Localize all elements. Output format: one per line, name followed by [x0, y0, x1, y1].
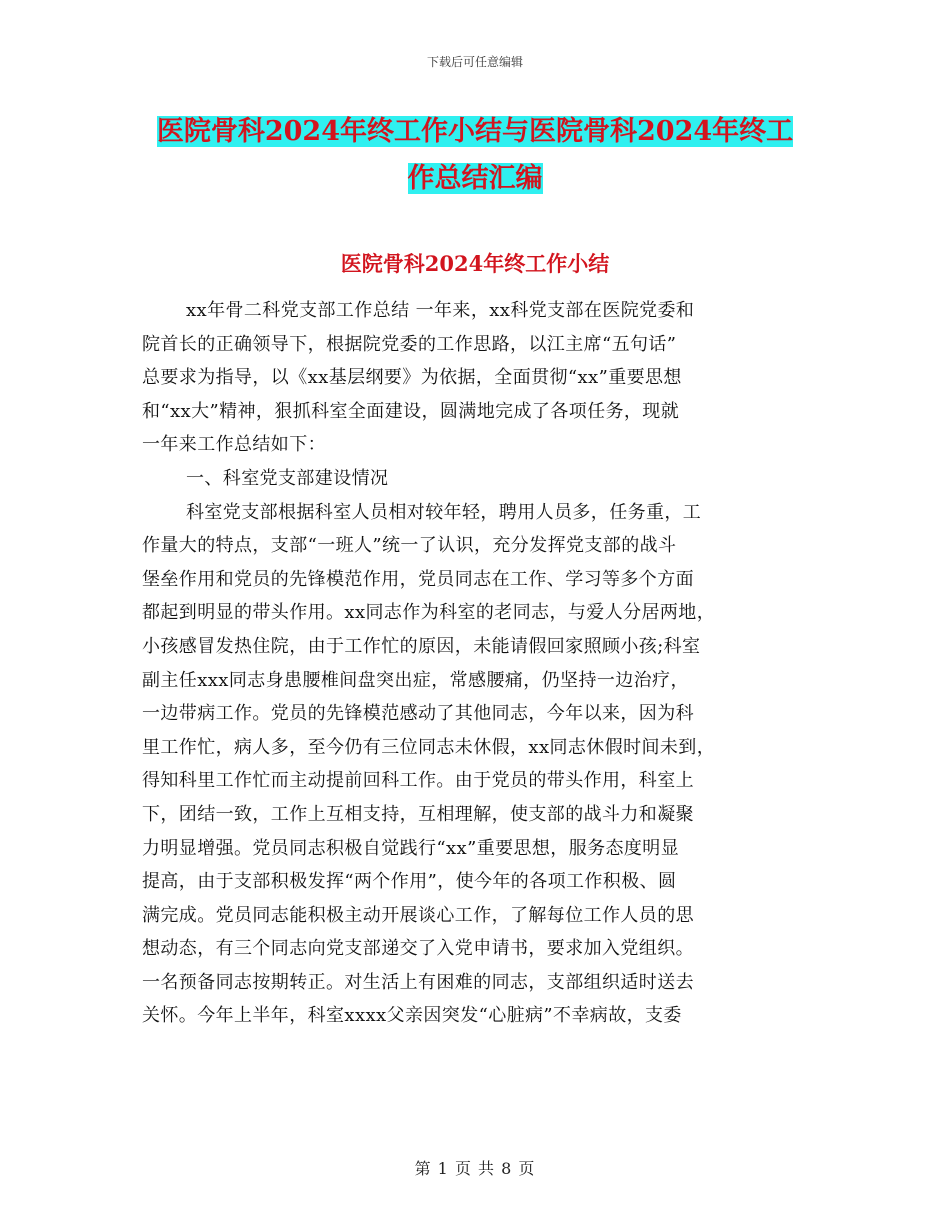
- body-line: xx年骨二科党支部工作总结 一年来，xx科党支部在医院党委和: [186, 300, 695, 321]
- body-line: 作量大的特点，支部“一班人”统一了认识，充分发挥党支部的战斗: [142, 535, 677, 557]
- body-line: 一名预备同志按期转正。对生活上有困难的同志，支部组织适时送去: [142, 971, 694, 993]
- body-line: 提高，由于支部积极发挥“两个作用”，使今年的各项工作积极、圆: [142, 871, 677, 893]
- body-line: 想动态，有三个同志向党支部递交了入党申请书，要求加入党组织。: [142, 938, 694, 960]
- body-line: 和“xx大”精神，狠抓科室全面建设，圆满地完成了各项任务，现就: [142, 400, 680, 422]
- body-line: 都起到明显的带头作用。xx同志作为科室的老同志，与爱人分居两地，: [142, 602, 716, 624]
- document-title-line-1: 医院骨科2024年终工作小结与医院骨科2024年终工: [156, 116, 794, 147]
- subheading: 一、科室党支部建设情况: [186, 467, 389, 489]
- body-line: 得知科里工作忙而主动提前回科工作。由于党员的带头作用，科室上: [142, 770, 694, 792]
- body-line: 小孩感冒发热住院，由于工作忙的原因，未能请假回家照顾小孩;科室: [142, 635, 701, 657]
- body-line: 院首长的正确领导下，根据院党委的工作思路，以江主席“五句话”: [142, 333, 677, 355]
- body-line: 堡垒作用和党员的先锋模范作用，党员同志在工作、学习等多个方面: [142, 568, 694, 590]
- body-line: 力明显增强。党员同志积极自觉践行“xx”重要思想，服务态度明显: [142, 837, 680, 859]
- body-line: 总要求为指导，以《xx基层纲要》为依据，全面贯彻“xx”重要思想: [142, 367, 682, 389]
- body-line: 一年来工作总结如下：: [142, 434, 326, 456]
- body-line: 科室党支部根据科室人员相对较年轻，聘用人员多，任务重，工: [186, 501, 702, 523]
- body-line: 里工作忙，病人多，至今仍有三位同志未休假，xx同志休假时间未到，: [142, 736, 716, 758]
- body-line: 一边带病工作。党员的先锋模范感动了其他同志，今年以来，因为科: [142, 703, 694, 725]
- body-line: 关怀。今年上半年，科室xxxx父亲因突发“心脏病”不幸病故，支委: [142, 1005, 682, 1027]
- page-number-footer: 第 1 页 共 8 页: [414, 1159, 536, 1178]
- header-note: 下载后可任意编辑: [426, 55, 523, 69]
- document-title-line-2: 作总结汇编: [407, 163, 543, 194]
- body-line: 副主任xxx同志身患腰椎间盘突出症，常感腰痛，仍坚持一边治疗，: [142, 669, 689, 691]
- section-title: 医院骨科2024年终工作小结: [340, 251, 610, 276]
- body-line: 下，团结一致，工作上互相支持，互相理解，使支部的战斗力和凝聚: [142, 803, 694, 825]
- body-line: 满完成。党员同志能积极主动开展谈心工作，了解每位工作人员的思: [142, 904, 694, 926]
- body-text: [142, 294, 806, 1033]
- document-title: [140, 108, 810, 202]
